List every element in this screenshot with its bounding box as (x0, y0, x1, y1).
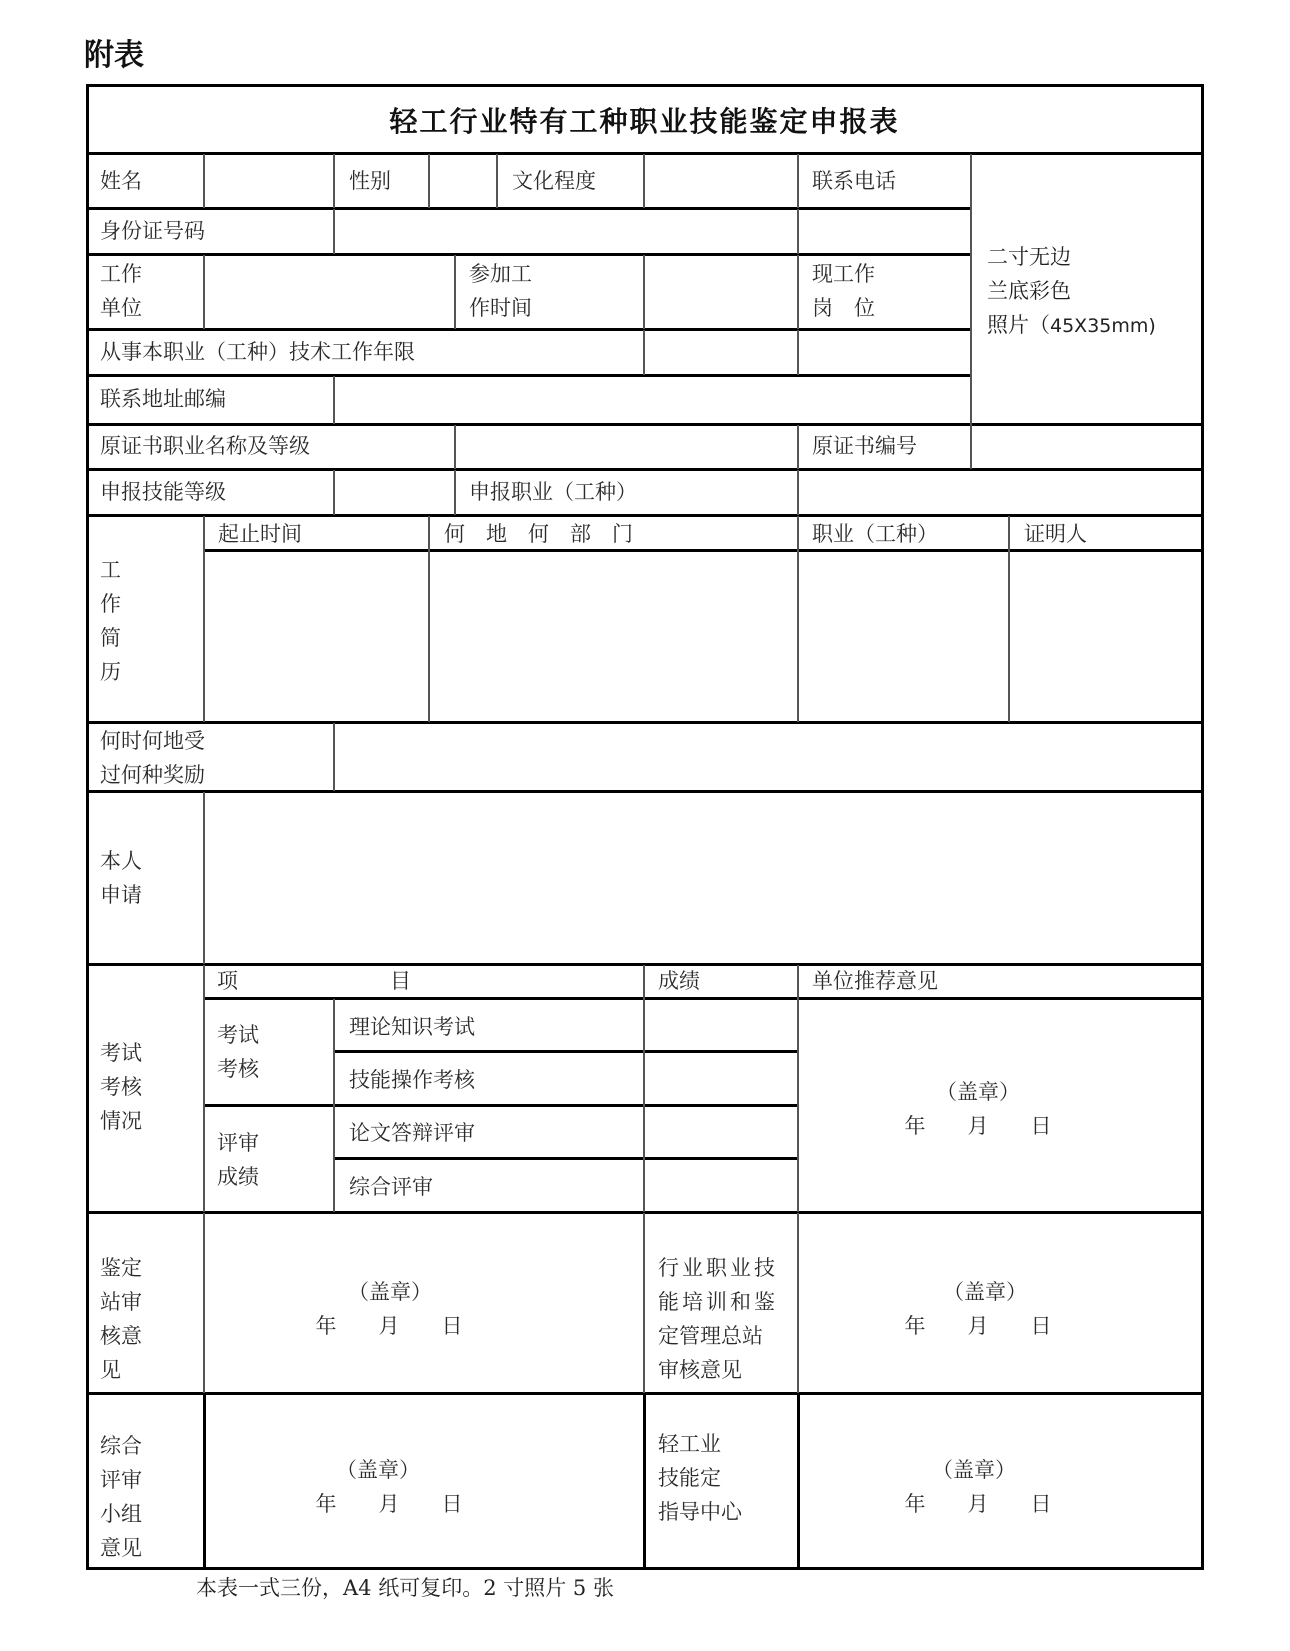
apply-job-input[interactable] (800, 471, 1200, 514)
guidance-center-label (658, 1427, 742, 1529)
label-join-time-line2: 作时间 (469, 296, 532, 320)
station-review-line: 核意 (100, 1324, 142, 1348)
industry-review-line: 定管理总站 (658, 1324, 763, 1348)
exam-item-skill: 技能操作考核 (349, 1068, 475, 1092)
score-theory-input[interactable] (646, 1000, 796, 1050)
col-line (454, 425, 456, 469)
exam-group-review-line: 成绩 (217, 1165, 259, 1189)
col-line (203, 1394, 206, 1568)
guidance-center-line: 轻工业 (658, 1432, 721, 1456)
header-score: 成绩 (658, 969, 700, 993)
panel-seal: （盖章） (336, 1458, 420, 1482)
label-gender: 性别 (349, 169, 391, 193)
exam-label (100, 1036, 142, 1138)
col-line (797, 154, 799, 208)
label-awards (100, 724, 205, 792)
header-occupation: 职业（工种） (812, 522, 938, 546)
col-line (797, 1394, 800, 1568)
header-period: 起止时间 (218, 522, 302, 546)
photo-note-line3 (987, 308, 1156, 343)
col-line (333, 154, 335, 208)
exam-label-line: 情况 (100, 1109, 142, 1133)
col-line (454, 470, 456, 515)
header-item-left: 项 (217, 969, 238, 993)
col-line (428, 516, 430, 722)
work-history-label-char: 简 (100, 626, 121, 650)
col-line (643, 154, 645, 208)
exam-group-review-line: 评审 (217, 1131, 259, 1155)
work-history-label (100, 553, 121, 689)
work-place-input[interactable] (431, 552, 796, 720)
col-line (496, 154, 498, 208)
work-period-input[interactable] (206, 552, 427, 720)
header-witness: 证明人 (1024, 522, 1087, 546)
col-line (797, 965, 799, 1212)
col-line (797, 470, 799, 515)
label-name: 姓名 (100, 169, 142, 193)
years-input[interactable] (646, 331, 796, 374)
exam-group-review (217, 1126, 259, 1194)
col-line (970, 154, 972, 469)
col-line (333, 209, 335, 254)
exam-item-overall: 综合评审 (349, 1175, 433, 1199)
industry-date: 年 月 日 (904, 1314, 1052, 1338)
col-line (797, 425, 799, 469)
col-line (333, 723, 335, 791)
label-work-unit (100, 257, 142, 325)
label-work-unit-line2: 单位 (100, 296, 142, 320)
col-line (643, 1213, 645, 1393)
label-join-time-line1: 参加工 (469, 262, 532, 286)
label-join-time (469, 257, 532, 325)
label-phone: 联系电话 (812, 169, 896, 193)
exam-group-test-line: 考核 (217, 1057, 259, 1081)
label-post-line2: 岗 位 (812, 296, 875, 320)
row-line (87, 328, 971, 331)
label-address: 联系地址邮编 (100, 387, 226, 411)
label-work-unit-line1: 工作 (100, 262, 142, 286)
post-input[interactable] (800, 256, 969, 328)
station-review-line: 见 (100, 1358, 121, 1382)
form-title: 轻工行业特有工种职业技能鉴定申报表 (389, 105, 900, 138)
exam-label-line: 考核 (100, 1075, 142, 1099)
work-unit-input[interactable] (206, 256, 453, 328)
recommend-date: 年 月 日 (904, 1114, 1052, 1138)
industry-seal: （盖章） (943, 1280, 1027, 1304)
guidance-center-line: 指导中心 (658, 1500, 742, 1524)
label-education: 文化程度 (512, 169, 596, 193)
work-witness-input[interactable] (1011, 552, 1200, 720)
photo-note-line1: 二寸无边 (987, 245, 1071, 269)
industry-review-label (658, 1251, 778, 1387)
label-self-apply-line1: 本人 (100, 849, 142, 873)
header-place-dept: 何 地 何 部 门 (444, 522, 633, 546)
col-line (333, 999, 335, 1212)
name-input[interactable] (206, 155, 332, 207)
photo-size: 45X35mm) (1050, 315, 1156, 337)
label-awards-line1: 何时何地受 (100, 729, 205, 753)
work-history-label-char: 工 (100, 558, 121, 582)
photo-note-line2: 兰底彩色 (987, 279, 1071, 303)
phone-input[interactable] (800, 210, 969, 253)
label-awards-line2: 过何种奖励 (100, 763, 205, 787)
table-border-top (87, 84, 1204, 87)
col-line (797, 1213, 799, 1393)
recommend-seal: （盖章） (936, 1080, 1020, 1104)
table-border-right (1201, 84, 1204, 1570)
join-time-input[interactable] (646, 256, 796, 328)
exam-item-theory: 理论知识考试 (349, 1015, 475, 1039)
col-line (643, 965, 645, 1212)
id-number-input[interactable] (336, 210, 796, 253)
orig-cert-name-input[interactable] (457, 426, 796, 468)
col-line (203, 154, 205, 208)
education-input[interactable] (646, 155, 796, 207)
work-history-label-char: 作 (100, 592, 121, 616)
document-label: 附表 (84, 38, 144, 73)
col-line (797, 209, 799, 254)
gender-input[interactable] (431, 155, 495, 207)
guidance-center-line: 技能定 (658, 1466, 721, 1490)
col-line (203, 1213, 205, 1393)
industry-review-line: 能培训和鉴 (658, 1290, 778, 1314)
panel-date: 年 月 日 (315, 1492, 463, 1516)
col-line (203, 965, 205, 1212)
panel-review-label (100, 1429, 142, 1565)
label-self-apply-line2: 申请 (100, 883, 142, 907)
self-apply-input[interactable] (206, 793, 1200, 963)
work-history-label-char: 历 (100, 660, 121, 684)
label-years: 从事本职业（工种）技术工作年限 (100, 340, 415, 364)
exam-group-test (217, 1018, 259, 1086)
col-line (643, 1394, 646, 1568)
label-orig-cert-no: 原证书编号 (812, 434, 917, 458)
awards-input[interactable] (336, 724, 1200, 790)
work-occupation-input[interactable] (800, 552, 1007, 720)
industry-review-line: 行业职业技 (658, 1256, 778, 1280)
col-line (203, 516, 205, 722)
address-input[interactable] (336, 377, 969, 423)
label-orig-cert-name: 原证书职业名称及等级 (100, 434, 310, 458)
label-id-number: 身份证号码 (100, 219, 205, 243)
station-review-label (100, 1251, 142, 1387)
col-line (203, 255, 205, 329)
col-line (797, 516, 799, 722)
orig-cert-no-input[interactable] (973, 426, 1200, 468)
exam-item-thesis: 论文答辩评审 (349, 1121, 475, 1145)
panel-review-line: 综合 (100, 1434, 142, 1458)
table-border-left (86, 84, 89, 1570)
label-apply-level: 申报技能等级 (100, 480, 226, 504)
guidance-date: 年 月 日 (904, 1492, 1052, 1516)
apply-level-input[interactable] (336, 471, 453, 514)
panel-review-line: 评审 (100, 1468, 142, 1492)
guidance-seal: （盖章） (932, 1458, 1016, 1482)
score-skill-input[interactable] (646, 1053, 796, 1104)
industry-review-line: 审核意见 (658, 1358, 742, 1382)
station-review-line: 鉴定 (100, 1256, 142, 1280)
header-recommend: 单位推荐意见 (812, 969, 938, 993)
col-line (454, 255, 456, 329)
footer-note: 本表一式三份，A4 纸可复印。2 寸照片 5 张 (196, 1576, 614, 1600)
label-post-line1: 现工作 (812, 262, 875, 286)
station-seal: （盖章） (348, 1280, 432, 1304)
col-line (203, 792, 205, 964)
panel-review-line: 小组 (100, 1502, 142, 1526)
exam-label-line: 考试 (100, 1041, 142, 1065)
panel-review-line: 意见 (100, 1536, 142, 1560)
score-overall-input[interactable] (646, 1160, 796, 1211)
col-line (428, 154, 430, 208)
label-apply-job: 申报职业（工种） (469, 480, 637, 504)
station-date: 年 月 日 (315, 1314, 463, 1338)
col-line (643, 255, 645, 329)
col-line (797, 255, 799, 329)
station-review-line: 站审 (100, 1290, 142, 1314)
label-self-apply (100, 844, 142, 912)
header-item-right: 目 (390, 969, 411, 993)
exam-group-test-line: 考试 (217, 1023, 259, 1047)
col-line (1008, 516, 1010, 722)
col-line (333, 376, 335, 424)
photo-note-line3-cn: 照片（ (987, 313, 1050, 337)
score-thesis-input[interactable] (646, 1107, 796, 1157)
col-line (643, 330, 645, 375)
col-line (333, 470, 335, 515)
col-line (797, 330, 799, 375)
photo-placeholder (987, 240, 1156, 343)
